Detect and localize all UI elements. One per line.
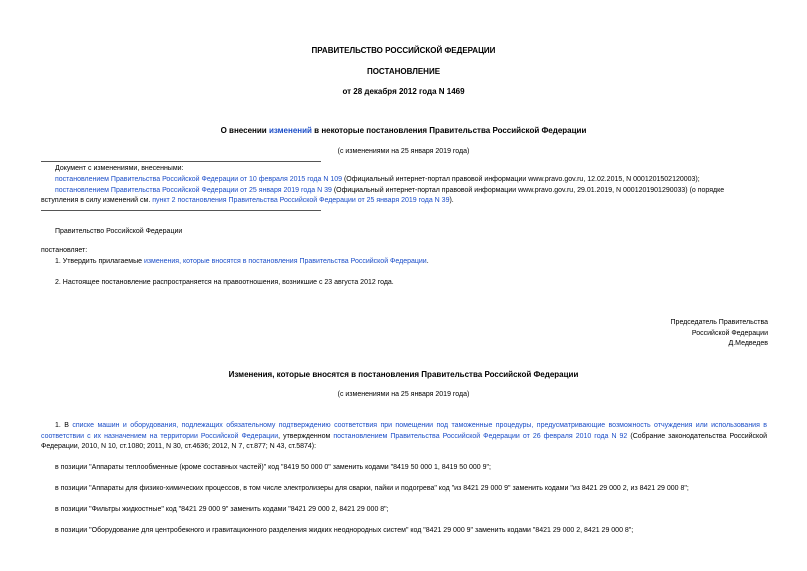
government-name: Правительство Российской Федерации [55,228,183,235]
item1-suffix: . [426,258,429,265]
p1-mid: , утвержденном [278,432,334,440]
title-revision-note: (с изменениями на 25 января 2019 года) [337,148,470,155]
signature-role-1: Председатель Правительства [670,319,768,326]
title-link-changes[interactable]: изменений [268,126,312,135]
entry-into-force-end: ). [449,197,454,204]
bottom-divider [41,210,321,211]
annex-item: в позиции "Аппараты для физико-химических процессов, в том числе электролизеры для сварки, пайки и подогрева" код "из 8421 29 000 9" заменить кодами "из 8421 29 000 2, из 8421 29 000 8"; [55,485,689,492]
top-divider [41,161,321,162]
resolution-item-2: 2. Настоящее постановление распространяется на правоотношения, возникшие с 23 августа 2012 года. [55,279,394,286]
changes-line-1 [55,175,700,185]
entry-into-force-link[interactable]: пункт 2 постановления Правительства Российской Федерации от 25 января 2019 года N 39 [152,197,450,204]
annex-title: Изменения, которые вносятся в постановления Правительства Российской Федерации [228,370,579,379]
title-prefix: О внесении [220,126,269,135]
document-title [0,126,807,136]
amendment-link-2019[interactable]: постановлением Правительства Российской Федерации от 25 января 2019 года N 39 [55,187,332,194]
amendment-source-2019: (Официальный интернет-портал правовой информации www.pravo.gov.ru, 29.01.2019, N 0001201901290033) (о порядке [331,187,725,194]
annex-item: в позиции "Фильтры жидкостные" код "8421 29 000 9" заменить кодами "8421 29 000 2, 8421 29 000 8"; [55,506,389,513]
changes-annex-link[interactable]: изменения, которые вносятся в постановления Правительства Российской Федерации [143,258,427,265]
date-number-heading: от 28 декабря 2012 года N 1469 [342,87,465,96]
amendment-link-2015[interactable]: постановлением Правительства Российской Федерации от 10 февраля 2015 года N 109 [55,176,342,183]
doc-type-heading: ПОСТАНОВЛЕНИЕ [366,67,441,76]
machinery-list-link[interactable]: списке машин и оборудования, подлежащих обязательному подтверждению соответствия при помещении под таможенные процедуры, предусматривающие возможность отчуждения или использования в соответствии с их назначением на территории Российской Федерации [41,422,768,440]
resolution-92-link[interactable]: постановлением Правительства Российской Федерации от 26 февраля 2010 года N 92 [333,432,628,440]
government-heading: ПРАВИТЕЛЬСТВО РОССИЙСКОЙ ФЕДЕРАЦИИ [311,46,496,55]
annex-paragraph-1 [41,421,767,453]
title-suffix: в некоторые постановления Правительства Российской Федерации [311,126,587,135]
changes-intro: Документ с изменениями, внесенными: [55,165,184,172]
resolution-item-1 [55,257,429,267]
signature-role-2: Российской Федерации [691,330,768,337]
p1-prefix: 1. В [55,422,73,429]
annex-revision-note: (с изменениями на 25 января 2019 года) [337,391,470,398]
p1-suffix: (Собрание законодательства Российской Федерации, 2010, N 10, ст.1080; 2011, N 30, ст.4636; 2012, N 7, ст.877; N 43, ст.5874): [41,432,768,450]
annex-item: в позиции "Оборудование для центробежного и гравитационного разделения жидких неоднородных систем" код "8421 29 000 9" заменить кодами "8421 29 000 2, 8421 29 000 8"; [55,527,634,534]
annex-item: в позиции "Аппараты теплообменные (кроме составных частей)" код "8419 50 000 0" заменить кодами "8419 50 000 1, 8419 50 000 9"; [55,464,491,471]
entry-into-force-text: вступления в силу изменений см. [41,197,153,204]
item1-prefix: 1. Утвердить прилагаемые [55,258,144,265]
resolves-label: постановляет: [41,247,88,254]
signature-name: Д.Медведев [728,340,768,347]
changes-line-3 [41,196,454,206]
changes-line-2 [55,186,724,196]
amendment-source-2015: (Официальный интернет-портал правовой информации www.pravo.gov.ru, 12.02.2015, N 0001201502120003); [342,176,700,183]
